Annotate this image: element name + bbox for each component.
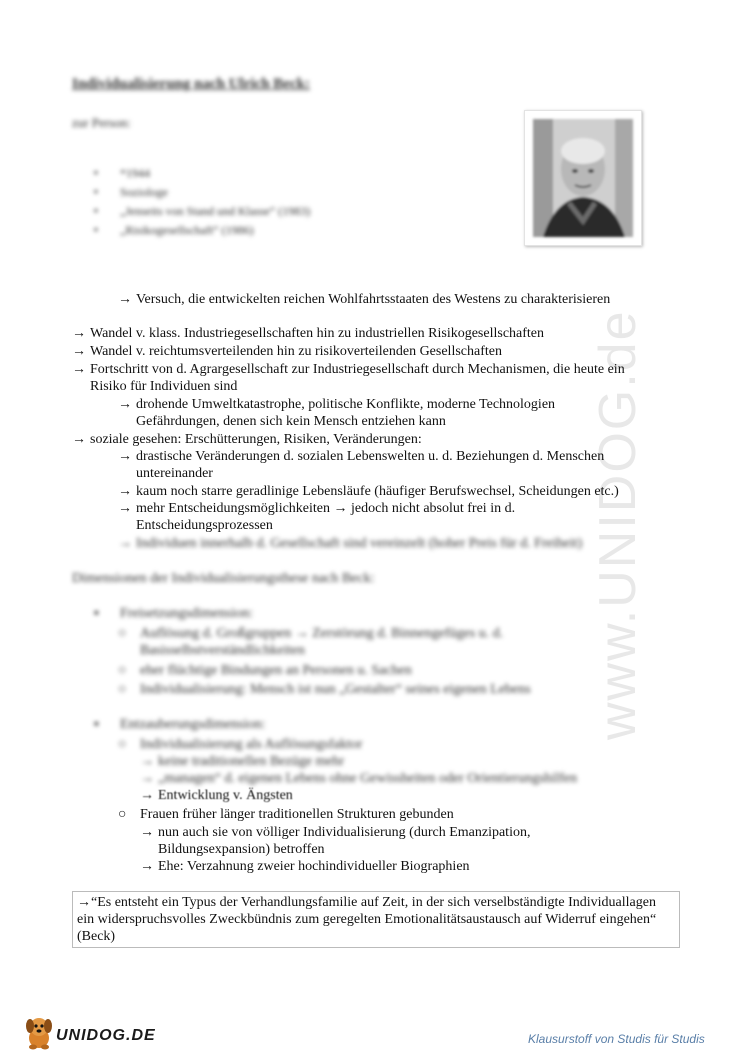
text-line: Bildungsexpansion) betroffen xyxy=(158,842,325,857)
dog-logo-icon xyxy=(22,1014,56,1050)
list-item: ○ eher flüchtige Bindungen an Personen u. Sachen xyxy=(118,663,412,678)
list-item: ○ Individualisierung als Auflösungsfaktor xyxy=(118,737,363,752)
text-line: Basisselbstverständlichkeiten xyxy=(140,643,305,658)
text-line: → kaum noch starre geradlinige Lebensläufe (häufiger Berufswechsel, Scheidungen etc.) xyxy=(118,484,619,499)
text-line: → Fortschritt von d. Agrargesellschaft zur Industriegesellschaft durch Mechanismen, die heute ein xyxy=(72,362,625,377)
text-line: Gefährdungen, denen sich kein Mensch entziehen kann xyxy=(136,414,446,429)
footer-slogan: Klausurstoff von Studis für Studis xyxy=(528,1032,705,1046)
text-line: → „managen“ d. eigenen Lebens ohne Gewissheiten oder Orientierungshilfen xyxy=(140,771,578,786)
portrait-image xyxy=(525,111,641,245)
text-line: → drohende Umweltkatastrophe, politische Konflikte, moderne Technologien xyxy=(118,397,556,412)
text-line: → keine traditionellen Bezüge mehr xyxy=(140,754,345,769)
list-item: ○ Frauen früher länger traditionellen Strukturen gebunden xyxy=(118,807,454,822)
text-line: → Versuch, die entwickelten reichen Wohlfahrtsstaaten des Westens zu charakterisieren xyxy=(118,292,611,307)
text-line: → Ehe: Verzahnung zweier hochindividueller Biographien xyxy=(140,859,470,874)
text-line: Entscheidungsprozessen xyxy=(136,518,273,533)
list-item: ▪ „Risikogesellschaft“ (1986) xyxy=(94,222,310,241)
text-line: → mehr Entscheidungsmöglichkeiten → jedoch nicht absolut frei in d. xyxy=(118,501,516,516)
section-subtitle: zur Person: xyxy=(72,115,131,130)
page-title: Individualisierung nach Ulrich Beck: xyxy=(72,76,310,92)
list-item: ▪ Entzauberungsdimension: xyxy=(94,717,266,732)
text-line: → Wandel v. klass. Industriegesellschaften hin zu industriellen Risikogesellschaften xyxy=(72,326,545,341)
list-item: ▪ „Jenseits von Stand und Klasse“ (1983) xyxy=(94,203,310,222)
logo-text: UNIDOG.DE xyxy=(56,1027,156,1044)
text-line: → soziale gesehen: Erschütterungen, Risiken, Veränderungen: xyxy=(72,432,422,447)
list-item: ▪ Freisetzungsdimension: xyxy=(94,606,253,621)
person-facts-list xyxy=(94,165,310,241)
text-line: untereinander xyxy=(136,466,213,481)
watermark: www.UNIDOG.de xyxy=(589,309,647,740)
text-line: → nun auch sie von völliger Individualisierung (durch Emanzipation, xyxy=(140,825,531,840)
text-line: → Individuen innerhalb d. Gesellschaft sind vereinzelt (hoher Preis für d. Freiheit) xyxy=(118,536,583,551)
list-item: ▪ *1944 xyxy=(94,165,310,184)
quote-box: →“Es entsteht ein Typus der Verhandlungsfamilie auf Zeit, in der sich verselbständigte Individuallagen ein widerspruchsvolles Zweckbündnis zum geregelten Emotionalitätsaustausch auf Widerruf eingehen“ (Beck) xyxy=(72,891,680,948)
text-line: Risiko für Individuen sind xyxy=(90,379,238,394)
list-item: ○ Individualisierung: Mensch ist nun „Gestalter“ seines eigenen Lebens xyxy=(118,682,531,697)
list-item: ○ Auflösung d. Großgruppen → Zerstörung d. Binnengefüges u. d. xyxy=(118,626,504,641)
text-line: → Wandel v. reichtumsverteilenden hin zu risikoverteilenden Gesellschaften xyxy=(72,344,502,359)
text-line: → drastische Veränderungen d. sozialen Lebenswelten u. d. Beziehungen d. Menschen xyxy=(118,449,605,464)
section-heading: Dimensionen der Individualisierungsthese nach Beck: xyxy=(72,571,375,586)
list-item: ▪ Soziologe xyxy=(94,184,310,203)
text-line: → Entwicklung v. Ängsten xyxy=(140,788,293,803)
portrait-photo xyxy=(524,110,642,246)
